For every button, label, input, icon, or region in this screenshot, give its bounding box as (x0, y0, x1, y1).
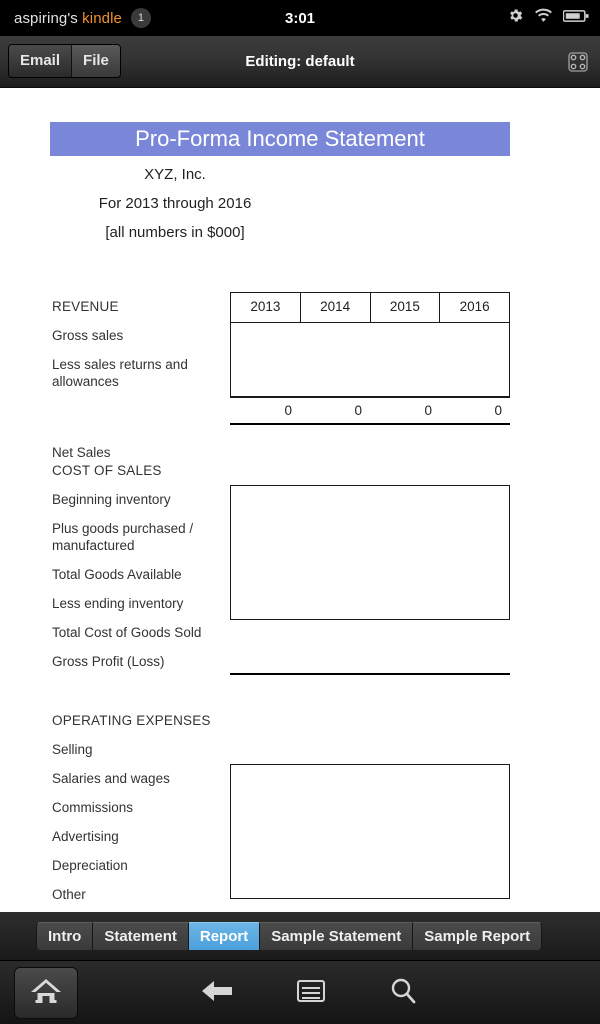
net-sales-2013[interactable]: 0 (284, 403, 292, 418)
fullscreen-icon[interactable] (566, 50, 590, 74)
menu-icon[interactable] (296, 978, 326, 1009)
revenue-input-block[interactable] (230, 322, 510, 397)
net-sales-2014[interactable]: 0 (354, 403, 362, 418)
notification-badge[interactable]: 1 (131, 8, 151, 28)
back-icon[interactable] (200, 978, 234, 1009)
net-sales-total-row (230, 397, 510, 425)
row-label-total-goods-available[interactable]: Total Goods Available (52, 567, 182, 582)
row-label-total-cost-goods-sold[interactable]: Total Cost of Goods Sold (52, 625, 202, 640)
device-name (14, 10, 122, 27)
nav-icon-group (200, 961, 418, 1024)
row-label-gross-sales[interactable]: Gross sales (52, 328, 124, 343)
sheet-tab-sample-report[interactable]: Sample Report (413, 922, 542, 950)
wifi-icon[interactable] (534, 8, 553, 28)
device-brand: kindle (82, 9, 122, 27)
row-label-plus-goods-purchased[interactable]: Plus goods purchased / manufactured (52, 521, 194, 553)
sheet-tab-statement[interactable]: Statement (93, 922, 189, 950)
row-label-other[interactable]: Other (52, 887, 86, 902)
row-label-advertising[interactable]: Advertising (52, 829, 119, 844)
row-label-gross-profit[interactable]: Gross Profit (Loss) (52, 654, 165, 669)
net-sales-2015[interactable]: 0 (424, 403, 432, 418)
row-label-depreciation[interactable]: Depreciation (52, 858, 128, 873)
app-toolbar (0, 36, 600, 88)
company-name: XYZ, Inc. (144, 166, 206, 183)
row-label-commissions[interactable]: Commissions (52, 800, 134, 815)
file-button[interactable]: File (72, 45, 120, 77)
period-label: For 2013 through 2016 (98, 195, 252, 212)
cost-of-sales-input-block[interactable] (230, 485, 510, 620)
section-heading-revenue: REVENUE (52, 299, 119, 314)
spreadsheet-canvas[interactable] (0, 88, 600, 912)
row-label-less-ending-inventory[interactable]: Less ending inventory (52, 596, 184, 611)
operating-expenses-input-block[interactable] (230, 764, 510, 899)
row-label-net-sales[interactable]: Net Sales (52, 445, 111, 460)
home-button[interactable] (14, 967, 78, 1019)
sheet-tab-sample-statement[interactable]: Sample Statement (260, 922, 413, 950)
sheet-title-banner: Pro-Forma Income Statement (50, 122, 510, 156)
system-nav-bar (0, 960, 600, 1024)
year-header-row (230, 292, 510, 322)
email-button[interactable]: Email (9, 45, 72, 77)
year-header-2016[interactable]: 2016 (459, 299, 490, 314)
battery-icon (563, 9, 589, 28)
year-header-2014[interactable]: 2014 (301, 293, 371, 322)
sheet-tab-intro[interactable]: Intro (36, 922, 93, 950)
row-label-less-sales-returns[interactable]: Less sales returns and allowances (52, 357, 188, 389)
status-icons (507, 0, 589, 36)
status-bar (0, 0, 600, 36)
row-label-salaries-and-wages[interactable]: Salaries and wages (52, 771, 170, 786)
file-actions-group (8, 44, 121, 78)
search-icon[interactable] (388, 976, 418, 1011)
gross-profit-rule (230, 673, 510, 675)
status-clock: 3:01 (284, 9, 316, 27)
editing-title: Editing: default (245, 53, 355, 70)
home-icon (29, 976, 63, 1011)
net-sales-2016[interactable]: 0 (494, 403, 502, 418)
units-note: [all numbers in $000] (105, 224, 245, 241)
section-heading-cost-of-sales: COST OF SALES (52, 463, 162, 478)
year-header-2013[interactable]: 2013 (231, 293, 301, 322)
gear-icon[interactable] (507, 7, 524, 29)
device-name-prefix: aspiring's (14, 9, 83, 27)
row-label-selling[interactable]: Selling (52, 742, 93, 757)
year-header-2015[interactable]: 2015 (371, 293, 441, 322)
sheet-tab-report[interactable]: Report (189, 922, 260, 950)
row-label-beginning-inventory[interactable]: Beginning inventory (52, 492, 171, 507)
sheet-tab-bar (0, 912, 600, 960)
section-heading-operating-expenses: OPERATING EXPENSES (52, 713, 211, 728)
